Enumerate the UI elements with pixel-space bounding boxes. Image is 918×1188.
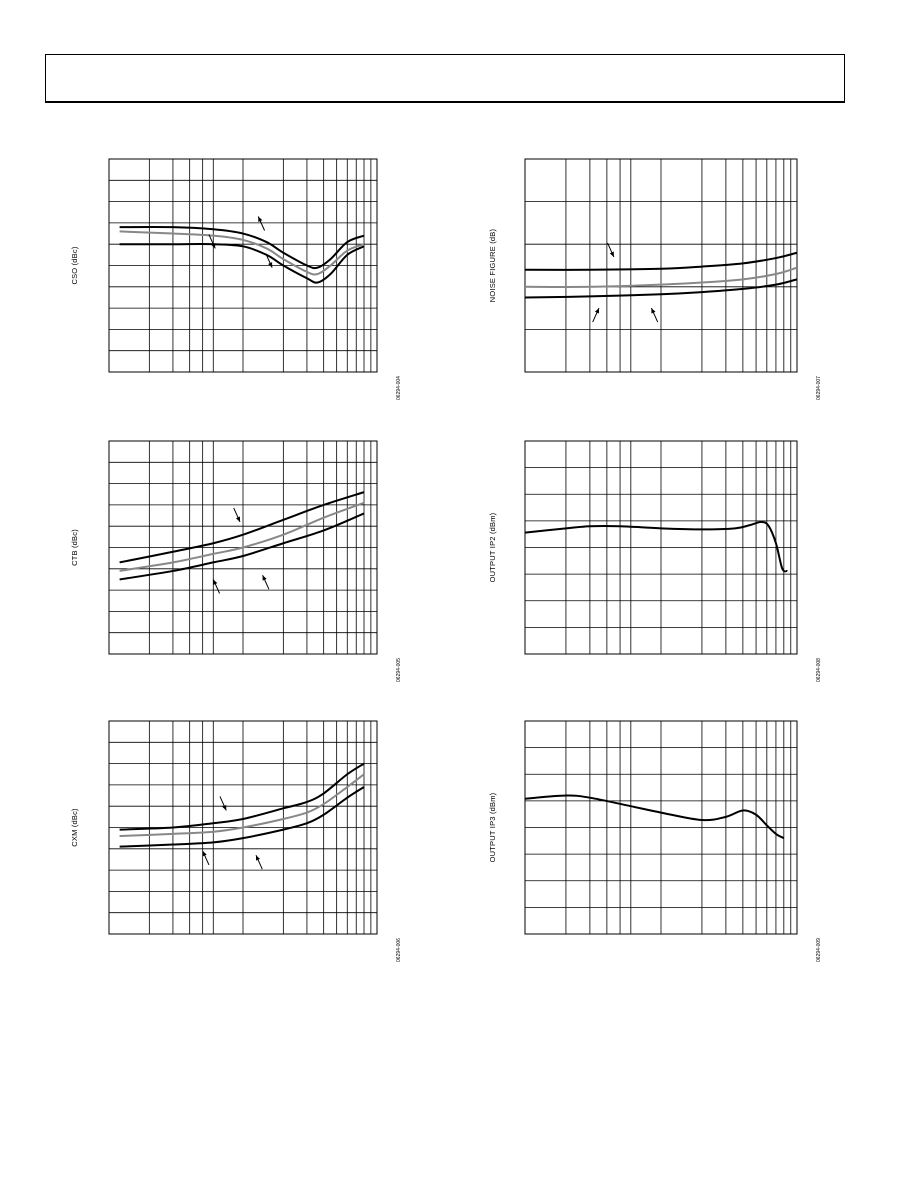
- figure-code: 06294-008: [816, 658, 822, 682]
- series-line-0: [525, 796, 784, 839]
- y-axis-label: OUTPUT IP2 (dBm): [488, 512, 497, 583]
- series-line-2: [120, 244, 364, 283]
- annotation-arrow: [608, 243, 614, 257]
- figure-code: 06294-004: [396, 376, 402, 400]
- chart-svg-csd: [60, 150, 400, 410]
- y-axis-label: CXM (dBc): [70, 808, 79, 847]
- chart-panel-output-ip3: [478, 712, 823, 972]
- annotation-arrow: [234, 508, 240, 522]
- chart-panel-csd: [60, 150, 400, 410]
- y-axis-label: CTB (dBc): [70, 529, 79, 566]
- chart-panel-ctb: [60, 432, 400, 692]
- figure-code: 06294-007: [816, 376, 822, 400]
- series-line-2: [120, 513, 364, 579]
- annotation-arrow: [203, 851, 209, 865]
- annotation-arrow: [213, 579, 219, 593]
- series-line-1: [120, 231, 364, 274]
- figure-code: 06294-006: [396, 938, 402, 962]
- figure-code: 06294-009: [816, 938, 822, 962]
- annotation-arrow: [258, 217, 264, 231]
- series-line-0: [525, 522, 787, 572]
- series-line-0: [120, 764, 364, 830]
- chart-svg-output-ip2: [478, 432, 823, 692]
- series-line-1: [120, 774, 364, 836]
- annotation-arrow: [220, 796, 226, 810]
- chart-panel-cxm: [60, 712, 400, 972]
- chart-svg-ctb: [60, 432, 400, 692]
- annotation-arrow: [263, 575, 269, 589]
- y-axis-label: OUTPUT IP3 (dBm): [488, 792, 497, 863]
- chart-svg-noise-figure: [478, 150, 823, 410]
- y-axis-label: CSO (dBc): [70, 246, 79, 285]
- annotation-arrow: [651, 308, 657, 322]
- chart-svg-cxm: [60, 712, 400, 972]
- chart-panel-noise-figure: [478, 150, 823, 410]
- annotation-arrow: [256, 855, 262, 869]
- annotation-arrow: [593, 308, 599, 322]
- y-axis-label: NOISE FIGURE (dB): [488, 228, 497, 303]
- page-header-box: [45, 54, 845, 103]
- series-line-1: [120, 503, 364, 571]
- series-line-0: [120, 492, 364, 562]
- series-line-2: [120, 787, 364, 847]
- figure-code: 06294-005: [396, 658, 402, 682]
- chart-panel-output-ip2: [478, 432, 823, 692]
- chart-svg-output-ip3: [478, 712, 823, 972]
